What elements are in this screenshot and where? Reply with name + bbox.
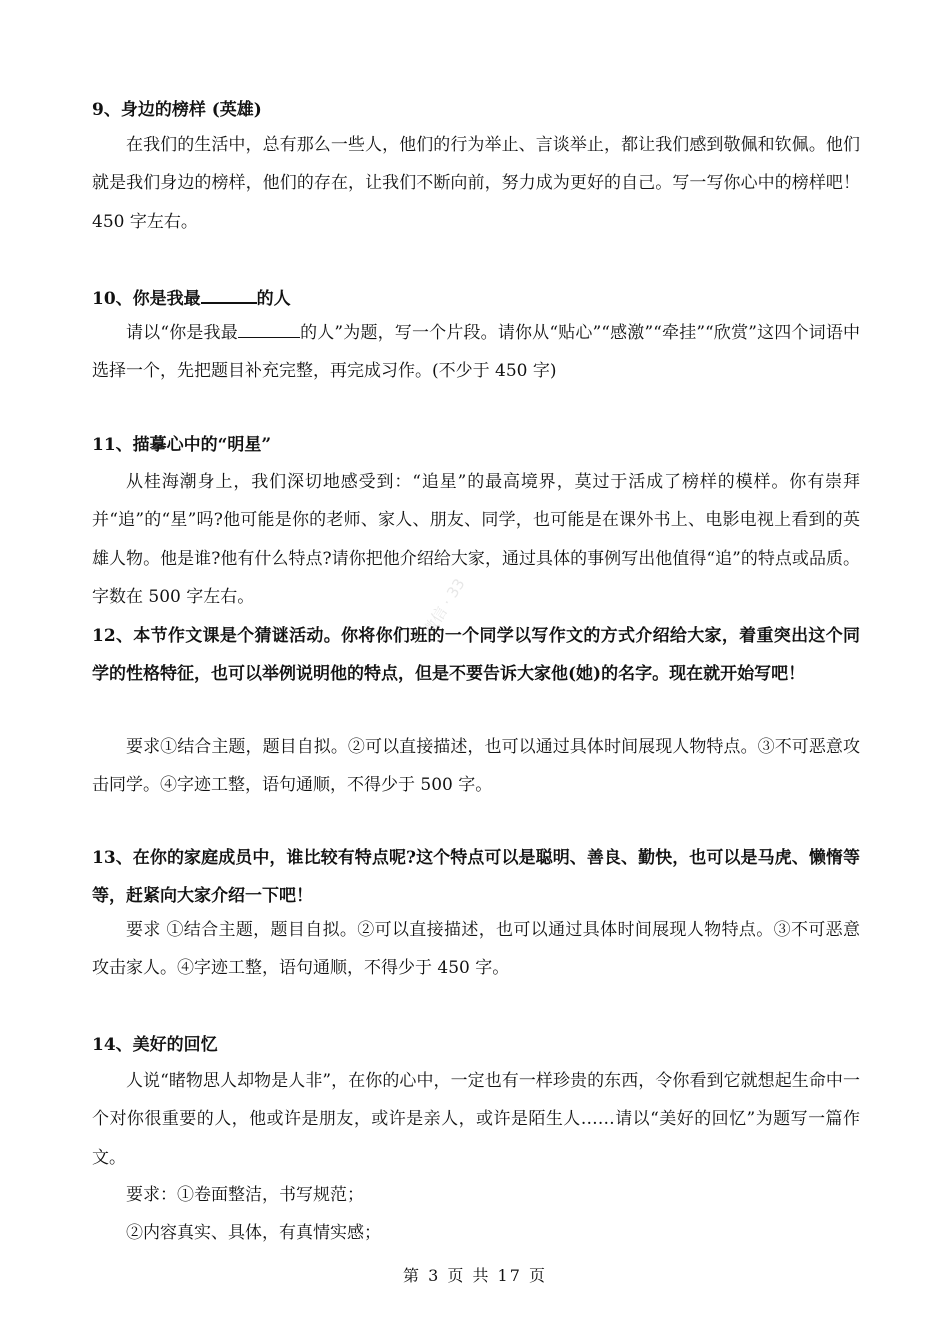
section-14-body: 人说“睹物思人却物是人非”，在你的心中，一定也有一样珍贵的东西，令你看到它就想起生命中一个对你很重要的人，他或许是朋友，或许是亲人，或许是陌生人……请以“美好的回忆”为题写一篇作文。 <box>92 1071 860 1168</box>
section-10-body-prefix: 请以“你是我最 <box>126 323 238 343</box>
section-14-requirement-1: 要求：①卷面整洁，书写规范； <box>126 1185 364 1205</box>
section-10-title-suffix: 的人 <box>256 289 291 309</box>
section-11-body: 从桂海潮身上，我们深切地感受到：“追星”的最高境界，莫过于活成了榜样的模样。你有崇拜并“追”的“星”吗?他可能是你的老师、家人、朋友、同学，也可能是在课外书上、电影电视上看到的英雄人物。他是谁?他有什么特点?请你把他介绍给大家，通过具体的事例写出他值得“追”的特点或品质。字数在 500 字左右。 <box>92 472 860 608</box>
section-14-title: 14、美好的回忆 <box>92 1035 218 1055</box>
section-10-body <box>92 314 860 391</box>
section-9-body: 在我们的生活中，总有那么一些人，他们的行为举止、言谈举止，都让我们感到敬佩和钦佩。他们就是我们身边的榜样，他们的存在，让我们不断向前，努力成为更好的自己。写一写你心中的榜样吧！450 字左右。 <box>92 135 860 232</box>
body-fill-blank <box>238 321 300 338</box>
watermark: 微信 · 33 <box>419 575 469 639</box>
section-13-requirements: 要求 ①结合主题，题目自拟。②可以直接描述，也可以通过具体时间展现人物特点。③不可恶意攻击家人。④字迹工整，语句通顺，不得少于 450 字。 <box>92 920 860 979</box>
section-10-title <box>92 286 291 311</box>
page-number: 第 3 页 共 17 页 <box>403 1266 547 1285</box>
section-14-requirement-2: ②内容真实、具体，有真情实感； <box>126 1223 381 1243</box>
section-13-prompt: 13、在你的家庭成员中，谁比较有特点呢?这个特点可以是聪明、善良、勤快，也可以是马虎、懒惰等等，赶紧向大家介绍一下吧！ <box>92 848 860 907</box>
section-11-title: 11、描摹心中的“明星” <box>92 435 272 455</box>
section-12-prompt: 12、本节作文课是个猜谜活动。你将你们班的一个同学以写作文的方式介绍给大家，着重突出这个同学的性格特征，也可以举例说明他的特点，但是不要告诉大家他(她)的名字。现在就开始写吧！ <box>92 626 860 685</box>
section-10-title-prefix: 10、你是我最 <box>92 289 201 309</box>
section-9-title: 9、身边的榜样 (英雄) <box>92 100 262 120</box>
section-12-requirements: 要求①结合主题，题目自拟。②可以直接描述，也可以通过具体时间展现人物特点。③不可恶意攻击同学。④字迹工整，语句通顺，不得少于 500 字。 <box>92 737 860 796</box>
title-fill-blank <box>201 286 257 304</box>
section-10-body-suffix: 的人”为题，写一个片段。请你从“贴心”“感激”“牵挂”“欣赏”这四个词语中选择一个，先把题目补充完整，再完成习作。(不少于 450 字) <box>92 323 860 382</box>
